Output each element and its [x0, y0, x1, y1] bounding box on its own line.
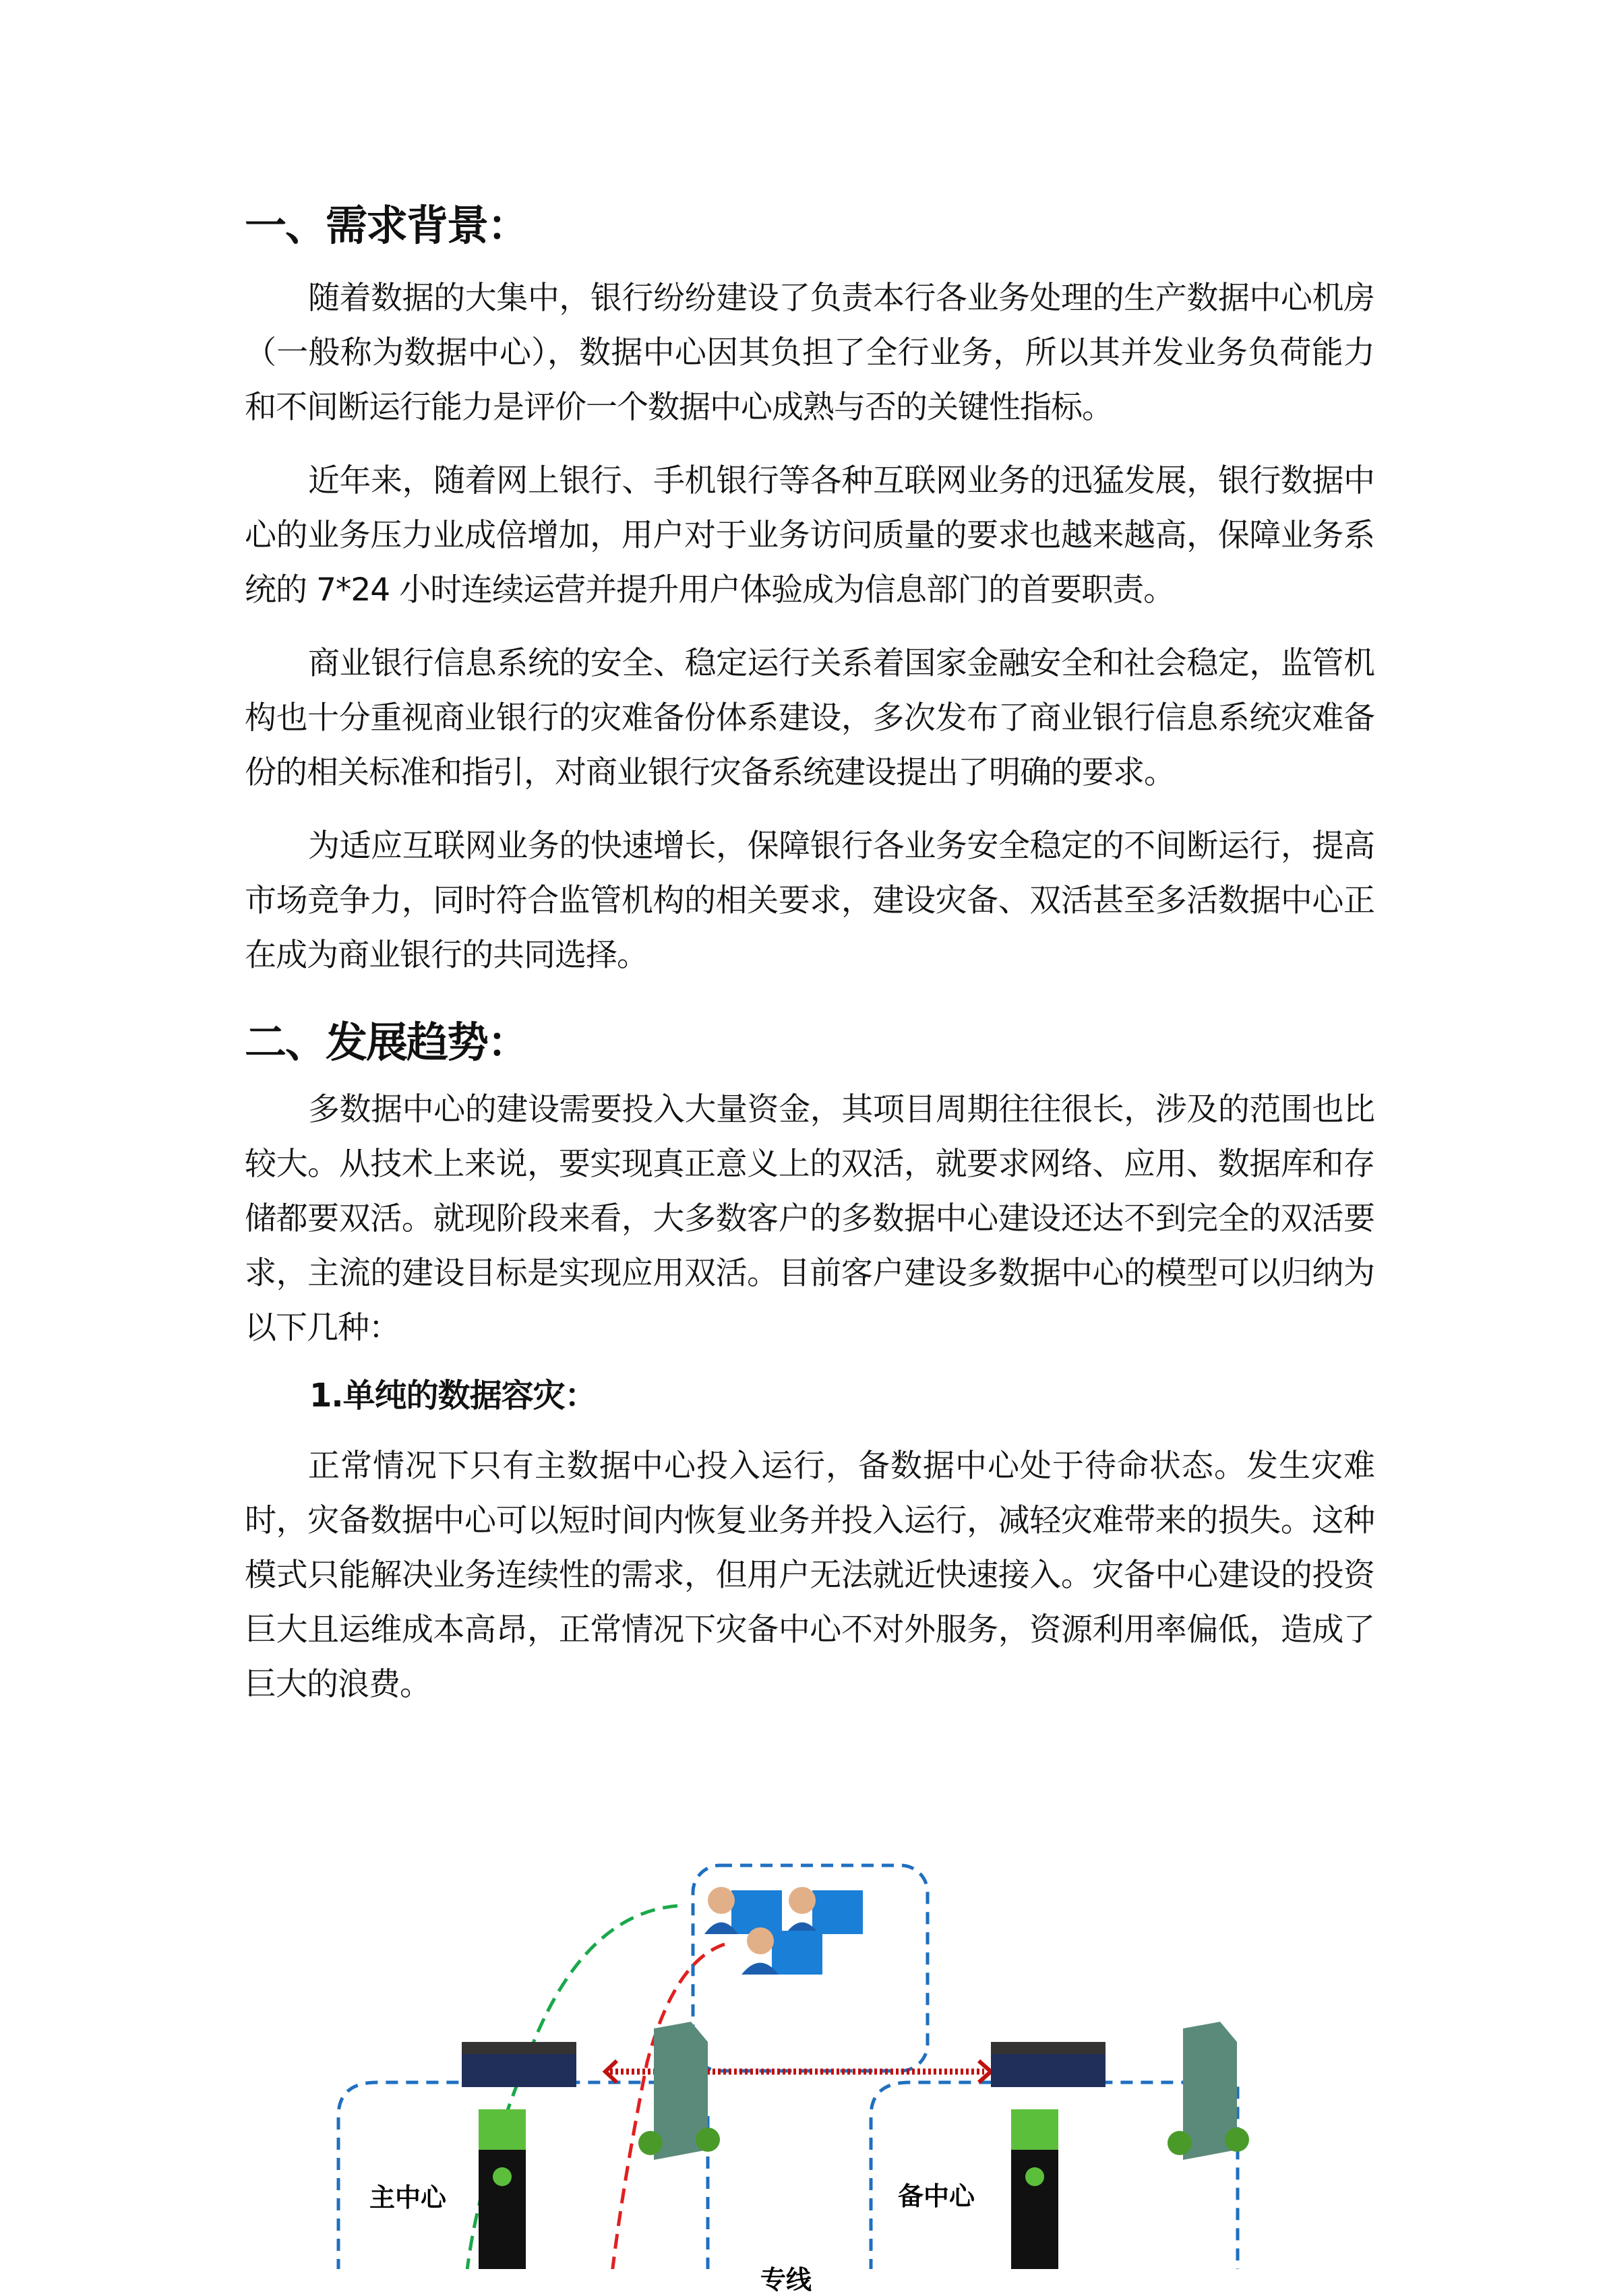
section-heading-trends: 二、发展趋势：	[245, 1018, 528, 1067]
diagram-lines	[0, 1820, 1605, 2269]
section-heading-background: 一、需求背景：	[245, 201, 528, 250]
subheading-data-dr: 1.单纯的数据容灾：	[309, 1377, 597, 1415]
backup-building-icon	[1168, 2022, 1249, 2160]
paragraph: 近年来，随着网上银行、手机银行等各种互联网业务的迅猛发展，银行数据中心的业务压力业成倍增加，用户对于业务访问质量的要求也越来越高，保障业务系统的 7*24 小时连续运营并提升用户体验成为信息部门的首要职责。	[245, 462, 1374, 609]
document-body	[245, 195, 1374, 1712]
main-switch-icon	[479, 2109, 526, 2269]
backup-router-icon	[991, 2042, 1106, 2087]
main-router-icon	[462, 2042, 576, 2087]
paragraph: 商业银行信息系统的安全、稳定运行关系着国家金融安全和社会稳定，监管机构也十分重视商业银行的灾难备份体系建设，多次发布了商业银行信息系统灾难备份的相关标准和指引，对商业银行灾备系统建设提出了明确的要求。	[245, 645, 1374, 791]
dr-topology-diagram	[0, 1820, 1605, 2295]
main-building-icon	[638, 2022, 720, 2160]
backup-switch-icon	[1011, 2109, 1058, 2269]
main-center-label: 主中心	[369, 2183, 447, 2212]
users-icon	[704, 1887, 863, 1975]
paragraph: 多数据中心的建设需要投入大量资金，其项目周期往往很长，涉及的范围也比较大。从技术上来说，要实现真正意义上的双活，就要求网络、应用、数据库和存储都要双活。就现阶段来看，大多数客户的多数据中心建设还达不到完全的双活要求，主流的建设目标是实现应用双活。目前客户建设多数据中心的模型可以归纳为以下几种：	[245, 1091, 1374, 1346]
backup-center-label: 备中心	[898, 2181, 975, 2211]
paragraph: 为适应互联网业务的快速增长，保障银行各业务安全稳定的不间断运行，提高市场竞争力，同时符合监管机构的相关要求，建设灾备、双活甚至多活数据中心正在成为商业银行的共同选择。	[245, 828, 1374, 974]
paragraph: 正常情况下只有主数据中心投入运行，备数据中心处于待命状态。发生灾难时，灾备数据中心可以短时间内恢复业务并投入运行，减轻灾难带来的损失。这种模式只能解决业务连续性的需求，但用户无法就近快速接入。灾备中心建设的投资巨大且运维成本高昂，正常情况下灾备中心不对外服务，资源利用率偏低，造成了巨大的浪费。	[245, 1448, 1374, 1703]
paragraph: 随着数据的大集中，银行纷纷建设了负责本行各业务处理的生产数据中心机房（一般称为数据中心），数据中心因其负担了全行业务，所以其并发业务负荷能力和不间断运行能力是评价一个数据中心成熟与否的关键性指标。	[245, 280, 1374, 426]
dedicated-line-label: 专线	[760, 2265, 812, 2295]
